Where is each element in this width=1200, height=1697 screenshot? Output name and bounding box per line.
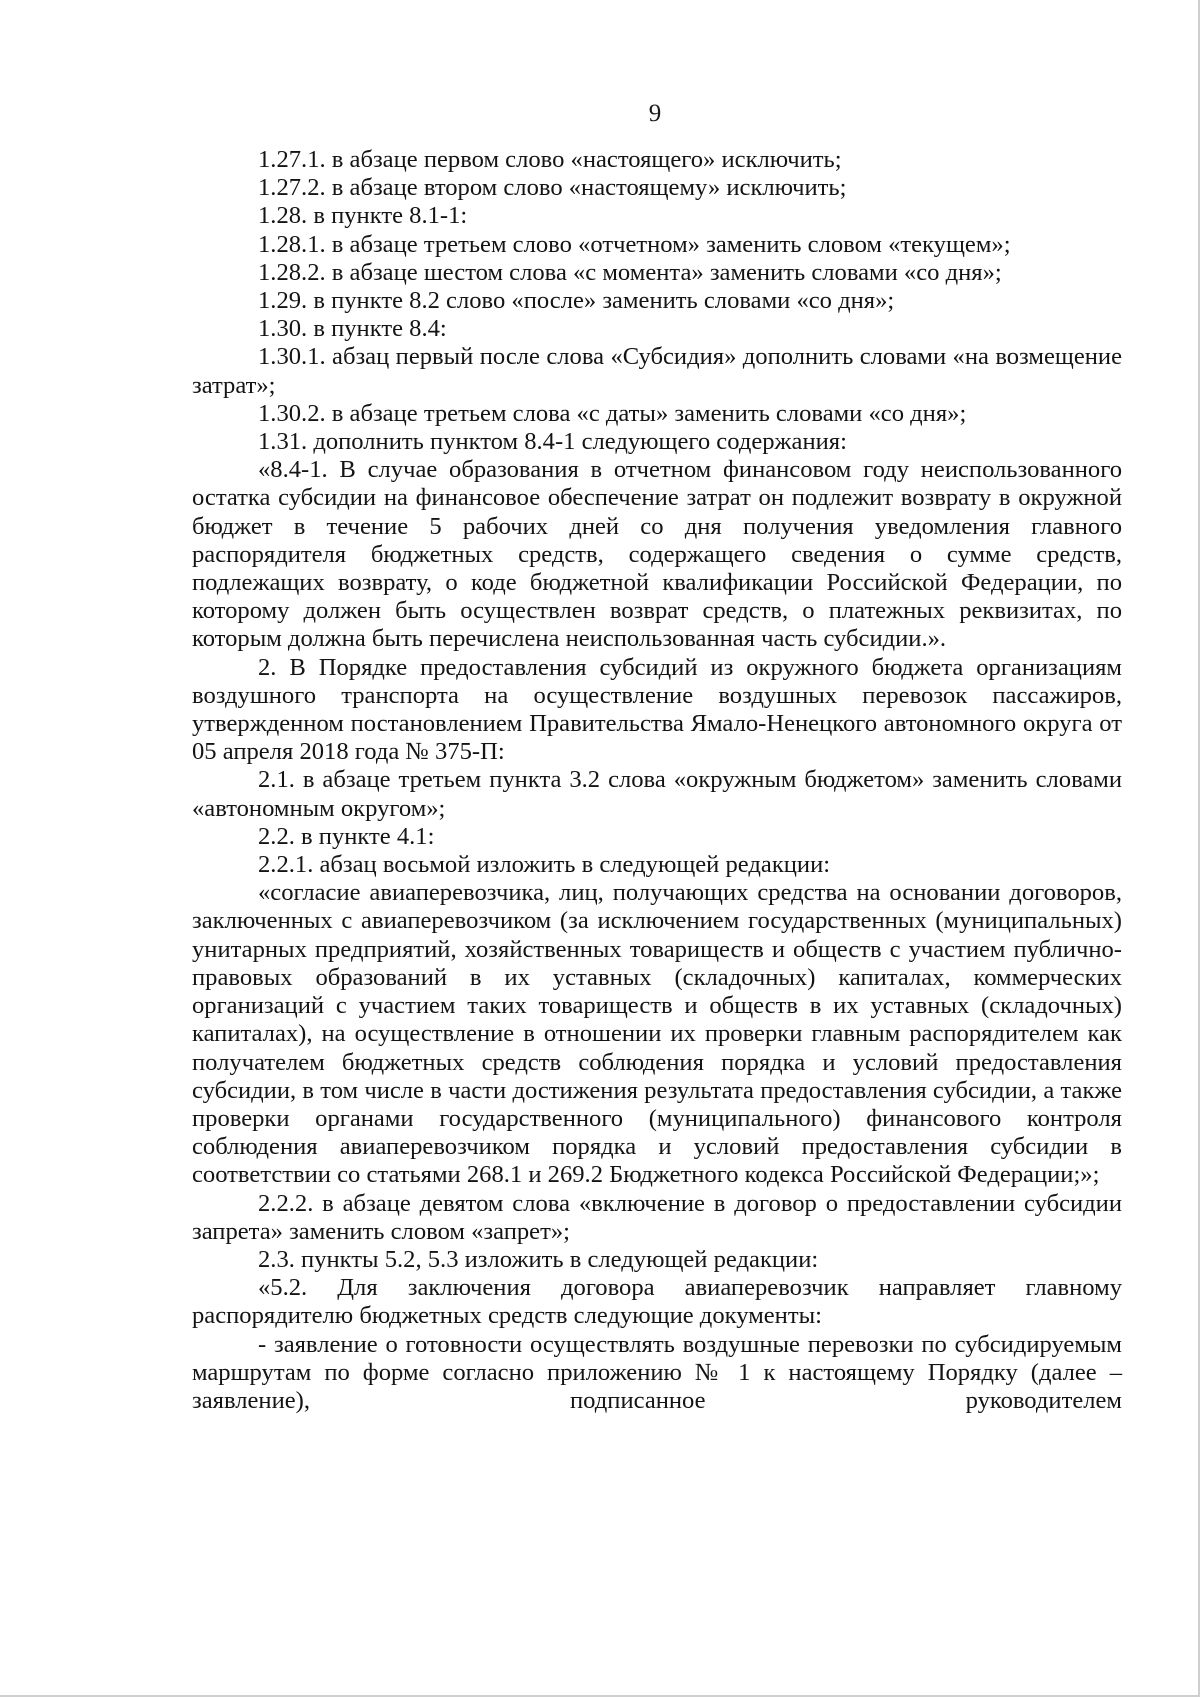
paragraph: 2. В Порядке предоставления субсидий из окружного бюджета организациям воздушного транспорта на осуществление воздушных перевозок пассажиров, утвержденном постановлением Правительства Ямало-Ненецкого автономного округа от 05 апреля 2018 года № 375-П: xyxy=(192,653,1122,766)
paragraph: 1.29. в пункте 8.2 слово «после» заменить словами «со дня»; xyxy=(258,287,895,315)
paragraph: 1.27.1. в абзаце первом слово «настоящего» исключить; xyxy=(258,146,842,173)
paragraph: 2.1. в абзаце третьем пункта 3.2 слова «окружным бюджетом» заменить словами «автономным округом»; xyxy=(192,766,1122,822)
paragraph: 1.30.2. в абзаце третьем слова «с даты» заменить словами «со дня»; xyxy=(258,399,967,427)
document-body xyxy=(192,146,1122,1415)
paragraph: 1.30.1. абзац первый после слова «Субсидия» дополнить словами «на возмещение затрат»; xyxy=(192,343,1122,399)
paragraph: «5.2. Для заключения договора авиаперевозчик направляет главному распорядителю бюджетных средств следующие документы: xyxy=(192,1274,1122,1330)
paragraph: - заявление о готовности осуществлять воздушные перевозки по субсидируемым маршрутам по форме согласно приложению № 1 к настоящему Порядку (далее – заявление), подписанное руководителем xyxy=(192,1330,1122,1414)
paragraph: «согласие авиаперевозчика, лиц, получающих средства на основании договоров, заключенных с авиаперевозчиком (за исключением государственных (муниципальных) унитарных предприятий, хозяйственных товариществ и обществ с участием публично-правовых образований в их уставных (складочных) капиталах, коммерческих организаций с участием таких товариществ и обществ в их уставных (складочных) капиталах), на осуществление в отношении их проверки главным распорядителем как получателем бюджетных средств соблюдения порядка и условий предоставления субсидии, в том числе в части достижения результата предоставления субсидии, а также проверки органами государственного (муниципального) финансового контроля соблюдения авиаперевозчиком порядка и условий предоставления субсидии в соответствии со статьями 268.1 и 269.2 Бюджетного кодекса Российской Федерации;»; xyxy=(192,879,1122,1189)
paragraph: 1.28.2. в абзаце шестом слова «с момента» заменить словами «со дня»; xyxy=(258,258,1002,286)
paragraph: 2.2.2. в абзаце девятом слова «включение в договор о предоставлении субсидии запрета» заменить словом «запрет»; xyxy=(192,1189,1122,1245)
paragraph: 1.28. в пункте 8.1-1: xyxy=(258,202,468,230)
paragraph: 2.2.1. абзац восьмой изложить в следующей редакции: xyxy=(258,851,831,879)
paragraph: «8.4-1. В случае образования в отчетном финансовом году неиспользованного остатка субсидии на финансовое обеспечение затрат он подлежит возврату в окружной бюджет в течение 5 рабочих дней со дня получения уведомления главного распорядителя бюджетных средств, содержащего сведения о сумме средств, подлежащих возврату, о коде бюджетной квалификации Российской Федерации, по которому должен быть осуществлен возврат средств, о платежных реквизитах, по которым должна быть перечислена неиспользованная часть субсидии.». xyxy=(192,456,1122,653)
paragraph: 2.2. в пункте 4.1: xyxy=(258,822,435,850)
page-number: 9 xyxy=(648,100,662,127)
paragraph: 1.31. дополнить пунктом 8.4-1 следующего содержания: xyxy=(258,428,847,456)
paragraph: 1.30. в пункте 8.4: xyxy=(258,315,447,343)
paragraph: 2.3. пункты 5.2, 5.3 изложить в следующей редакции: xyxy=(258,1245,819,1273)
paragraph: 1.28.1. в абзаце третьем слово «отчетном» заменить словом «текущем»; xyxy=(258,230,1011,258)
paragraph: 1.27.2. в абзаце втором слово «настоящему» исключить; xyxy=(258,174,847,202)
